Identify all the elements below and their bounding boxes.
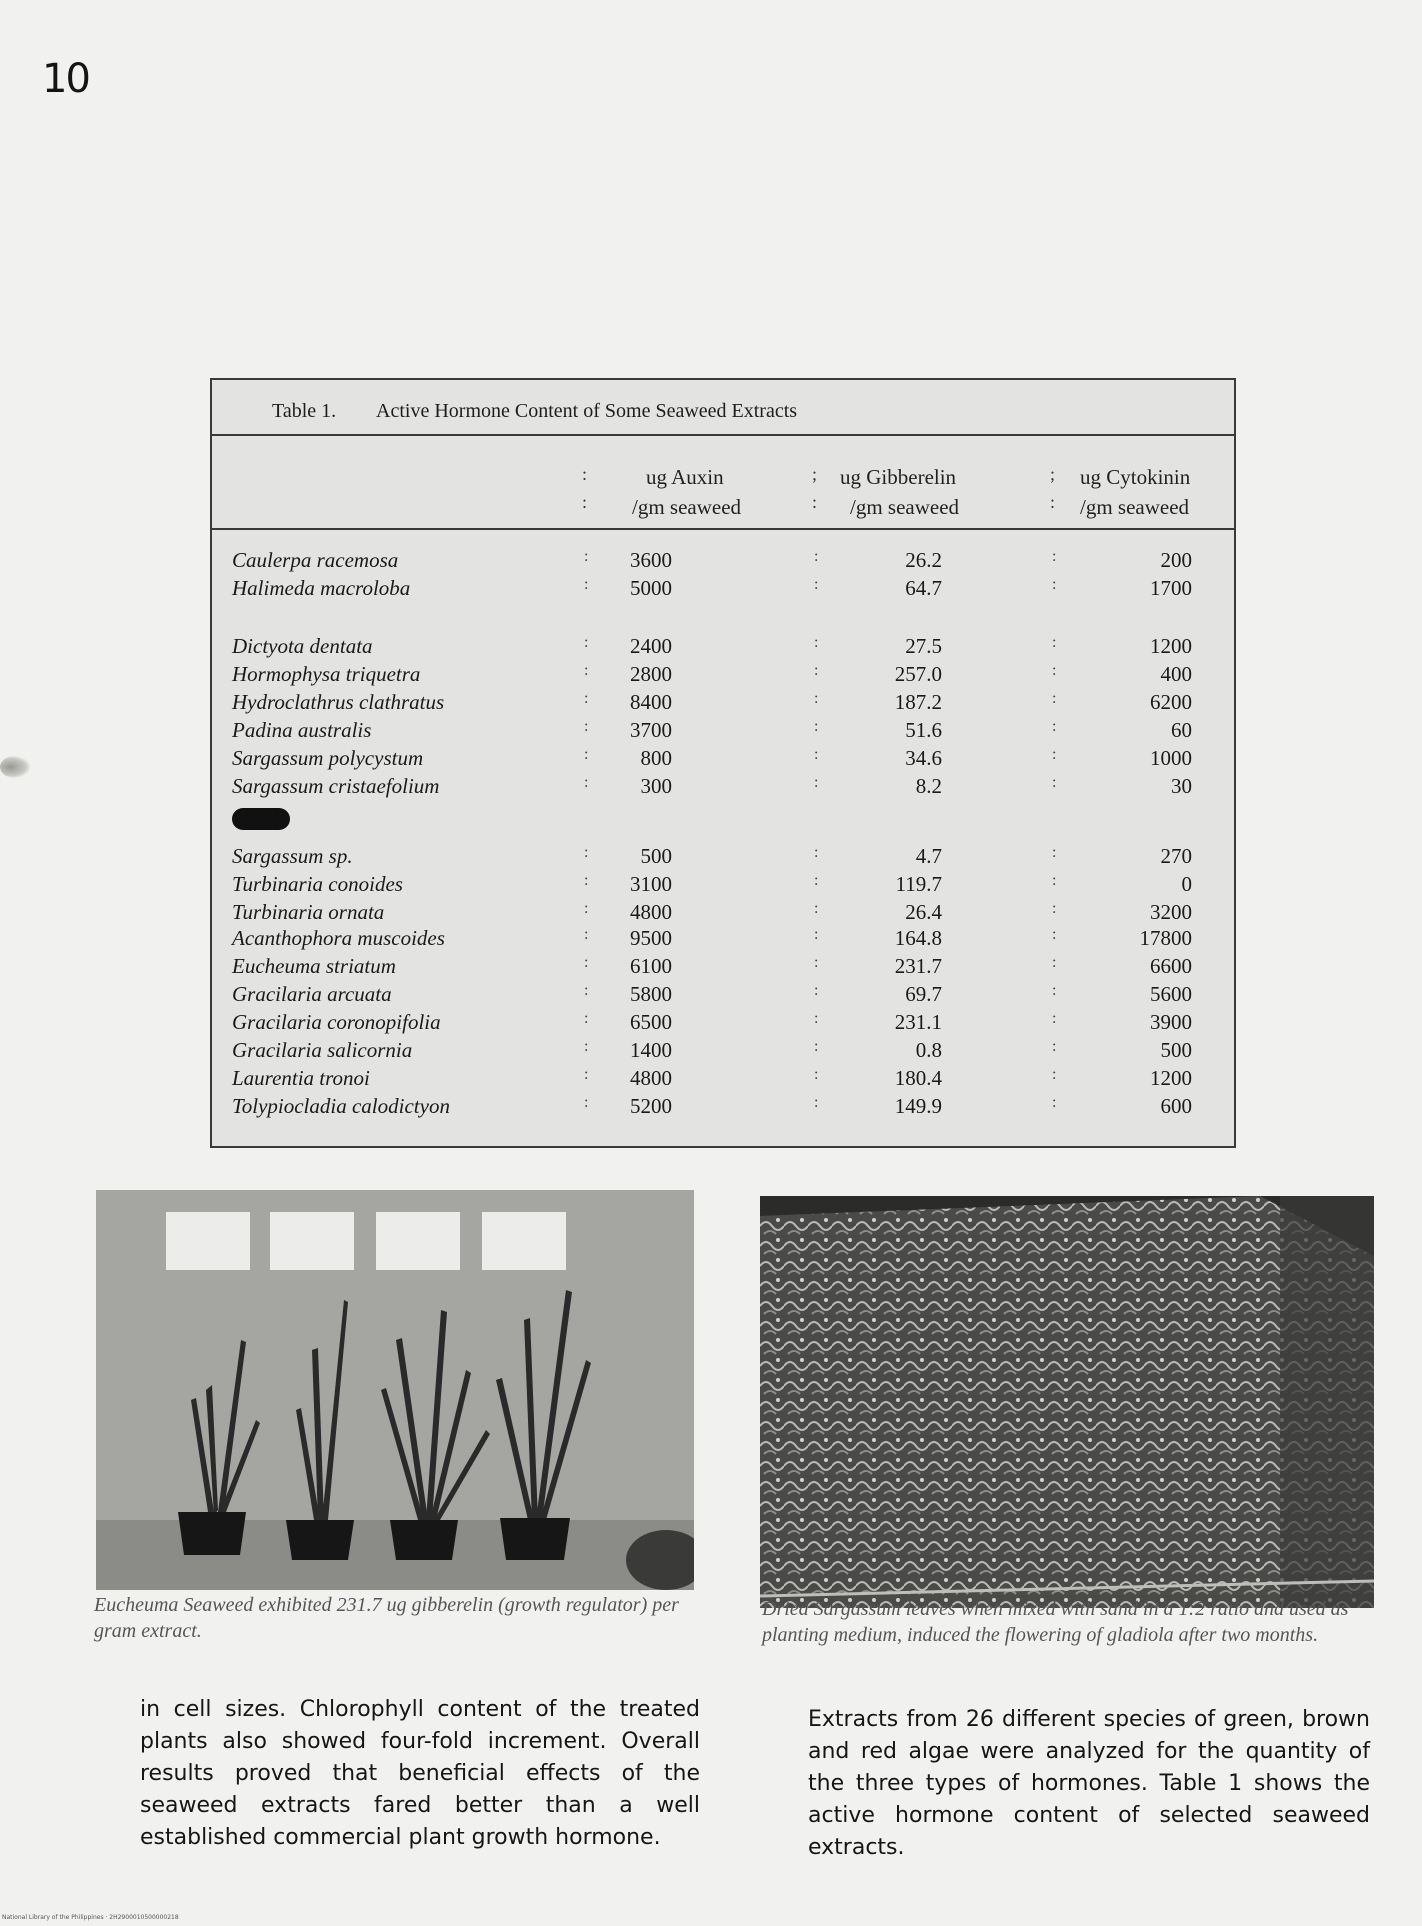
column-separator: : xyxy=(1052,926,1057,943)
table-rule-header xyxy=(212,528,1234,530)
column-separator: : xyxy=(814,1010,819,1027)
auxin-value: 5200 xyxy=(630,1094,672,1118)
head-colon: : xyxy=(812,492,818,512)
col-head-gibberelin-line1: ug Gibberelin xyxy=(840,465,957,489)
column-separator: : xyxy=(814,662,819,679)
column-separator: : xyxy=(584,1094,589,1111)
table-row xyxy=(212,900,1234,928)
column-separator: : xyxy=(814,900,819,917)
column-separator: : xyxy=(584,982,589,999)
species-name: Sargassum sp. xyxy=(232,844,353,868)
column-separator: : xyxy=(584,746,589,763)
cytokinin-value: 1200 xyxy=(1150,634,1192,658)
head-colon: : xyxy=(1050,492,1056,512)
margin-mark xyxy=(0,756,30,778)
cytokinin-value: 3900 xyxy=(1150,1010,1192,1034)
column-separator: : xyxy=(1052,1094,1057,1111)
column-separator: : xyxy=(1052,634,1057,651)
column-separator: : xyxy=(814,774,819,791)
table-rule-top xyxy=(212,434,1234,436)
column-separator: : xyxy=(1052,844,1057,861)
table-row xyxy=(212,982,1234,1010)
column-separator: : xyxy=(1052,718,1057,735)
species-name: Halimeda macroloba xyxy=(232,576,411,600)
auxin-value: 3700 xyxy=(630,718,672,742)
col-head-cytokinin-line1: ug Cytokinin xyxy=(1080,465,1191,489)
gibberelin-value: 0.8 xyxy=(915,1038,942,1062)
body-text-right: Extracts from 26 different species of green, brown and red algae were analyzed for the quantity of the three types of hormones. Table 1 shows the active hormone content of selected seaweed extracts. xyxy=(808,1707,1370,1860)
gibberelin-value: 64.7 xyxy=(905,576,942,600)
column-separator: : xyxy=(814,548,819,565)
auxin-value: 4800 xyxy=(630,900,672,924)
col-head-auxin-line2: /gm seaweed xyxy=(632,495,742,519)
cytokinin-value: 6200 xyxy=(1150,690,1192,714)
col-head-gibberelin xyxy=(840,462,959,522)
col-head-gibberelin-line2: /gm seaweed xyxy=(850,495,960,519)
table-row xyxy=(212,548,1234,576)
column-separator: : xyxy=(814,634,819,651)
species-name: Turbinaria conoides xyxy=(232,872,403,896)
gibberelin-value: 257.0 xyxy=(894,662,942,686)
table-row xyxy=(212,1038,1234,1066)
species-name: Sargassum polycystum xyxy=(232,746,424,770)
cytokinin-value: 200 xyxy=(1160,548,1192,572)
auxin-value: 5800 xyxy=(630,982,672,1006)
col-head-cytokinin-line2: /gm seaweed xyxy=(1080,495,1190,519)
cytokinin-value: 500 xyxy=(1160,1038,1192,1062)
auxin-value: 6500 xyxy=(630,1010,672,1034)
column-separator: : xyxy=(1052,746,1057,763)
cytokinin-value: 1200 xyxy=(1150,1066,1192,1090)
table-row xyxy=(212,926,1234,954)
gibberelin-value: 187.2 xyxy=(894,690,942,714)
column-separator: : xyxy=(1052,900,1057,917)
photo-dried-sargassum xyxy=(760,1196,1374,1608)
caption-left-photo: Eucheuma Seaweed exhibited 231.7 ug gibberelin (growth regulator) per gram extract. xyxy=(94,1594,679,1642)
table-row xyxy=(212,774,1234,802)
head-colon: : xyxy=(582,492,588,512)
cytokinin-value: 270 xyxy=(1160,844,1192,868)
cytokinin-value: 400 xyxy=(1160,662,1192,686)
column-separator: : xyxy=(1052,982,1057,999)
column-separator: : xyxy=(1052,662,1057,679)
table-row xyxy=(212,576,1234,604)
column-separator: : xyxy=(1052,774,1057,791)
auxin-value: 1400 xyxy=(630,1038,672,1062)
auxin-value: 6100 xyxy=(630,954,672,978)
gibberelin-value: 51.6 xyxy=(905,718,942,742)
cytokinin-value: 17800 xyxy=(1139,926,1192,950)
column-separator: : xyxy=(584,634,589,651)
cytokinin-value: 5600 xyxy=(1150,982,1192,1006)
species-name: Eucheuma striatum xyxy=(232,954,396,978)
caption-right-photo: Dried Sargassum leaves when mixed with sand in a 1:2 ratio and used as planting medium, induced the flowering of gladiola after two months. xyxy=(762,1598,1349,1646)
column-separator: : xyxy=(584,1038,589,1055)
table-caption xyxy=(272,400,797,423)
column-separator: : xyxy=(584,1066,589,1083)
species-name: Caulerpa racemosa xyxy=(232,548,399,572)
column-separator: : xyxy=(1052,1038,1057,1055)
species-name: Gracilaria arcuata xyxy=(232,982,392,1006)
head-colon: ; xyxy=(812,464,818,484)
table-row xyxy=(212,718,1234,746)
auxin-value: 3600 xyxy=(630,548,672,572)
body-text-left: in cell sizes. Chlorophyll content of the treated plants also showed four-fold increment. Overall results proved that beneficial effects of the seaweed extracts fared better than a well established commercial plant growth hormone. xyxy=(140,1697,700,1850)
cytokinin-value: 60 xyxy=(1171,718,1192,742)
column-separator: : xyxy=(584,900,589,917)
cytokinin-value: 3200 xyxy=(1150,900,1192,924)
table-row xyxy=(212,746,1234,774)
column-separator: : xyxy=(814,872,819,889)
column-separator: : xyxy=(814,576,819,593)
redaction-mark xyxy=(232,808,290,830)
gibberelin-value: 4.7 xyxy=(915,844,942,868)
column-separator: : xyxy=(584,954,589,971)
column-separator: : xyxy=(814,926,819,943)
table-row xyxy=(212,690,1234,718)
column-separator: : xyxy=(584,1010,589,1027)
table-label: Table 1. xyxy=(272,400,337,422)
cytokinin-value: 600 xyxy=(1160,1094,1192,1118)
sargassum-illustration xyxy=(760,1196,1374,1608)
footer-stamp: National Library of the Philippines · 2H2900010500000218 xyxy=(2,1914,179,1921)
auxin-value: 2400 xyxy=(630,634,672,658)
auxin-value: 300 xyxy=(640,774,672,798)
column-separator: : xyxy=(814,954,819,971)
column-separator: : xyxy=(814,982,819,999)
gibberelin-value: 8.2 xyxy=(915,774,942,798)
auxin-value: 3100 xyxy=(630,872,672,896)
gibberelin-value: 231.7 xyxy=(894,954,942,978)
column-separator: : xyxy=(584,872,589,889)
auxin-value: 8400 xyxy=(630,690,672,714)
table-title: Active Hormone Content of Some Seaweed Extracts xyxy=(376,400,798,422)
cytokinin-value: 1000 xyxy=(1150,746,1192,770)
gibberelin-value: 69.7 xyxy=(905,982,942,1006)
gibberelin-value: 164.8 xyxy=(894,926,942,950)
column-separator: : xyxy=(814,844,819,861)
gibberelin-value: 119.7 xyxy=(895,872,942,896)
table-row xyxy=(212,662,1234,690)
cytokinin-value: 30 xyxy=(1171,774,1192,798)
column-separator: : xyxy=(1052,872,1057,889)
species-name: Turbinaria ornata xyxy=(232,900,385,924)
species-name: Gracilaria salicornia xyxy=(232,1038,413,1062)
column-separator: : xyxy=(1052,690,1057,707)
species-name: Acanthophora muscoides xyxy=(232,926,445,950)
column-separator: : xyxy=(584,548,589,565)
column-separator: : xyxy=(1052,1010,1057,1027)
table-row xyxy=(212,1010,1234,1038)
species-name: Hydroclathrus clathratus xyxy=(232,690,445,714)
auxin-value: 9500 xyxy=(630,926,672,950)
table-row xyxy=(212,1066,1234,1094)
col-head-auxin-line1: ug Auxin xyxy=(646,465,724,489)
column-separator: : xyxy=(584,926,589,943)
gibberelin-value: 149.9 xyxy=(894,1094,942,1118)
column-separator: : xyxy=(584,690,589,707)
column-separator: : xyxy=(1052,576,1057,593)
species-name: Sargassum cristaefolium xyxy=(232,774,440,798)
hormone-table xyxy=(210,378,1236,1148)
species-name: Dictyota dentata xyxy=(232,634,373,658)
gibberelin-value: 231.1 xyxy=(894,1010,942,1034)
gibberelin-value: 26.4 xyxy=(905,900,942,924)
gibberelin-value: 26.2 xyxy=(905,548,942,572)
cytokinin-value: 6600 xyxy=(1150,954,1192,978)
gibberelin-value: 180.4 xyxy=(894,1066,942,1090)
column-separator: : xyxy=(584,576,589,593)
species-name: Gracilaria coronopifolia xyxy=(232,1010,441,1034)
species-name: Laurentia tronoi xyxy=(232,1066,370,1090)
gibberelin-value: 27.5 xyxy=(905,634,942,658)
column-separator: : xyxy=(814,718,819,735)
cytokinin-value: 0 xyxy=(1181,872,1192,896)
column-separator: : xyxy=(1052,548,1057,565)
table-row xyxy=(212,1094,1234,1122)
page-number: 10 xyxy=(42,56,89,102)
species-name: Padina australis xyxy=(232,718,372,742)
auxin-value: 500 xyxy=(640,844,672,868)
head-colon: ; xyxy=(1050,464,1056,484)
column-separator: : xyxy=(814,1066,819,1083)
col-head-cytokinin xyxy=(1080,462,1190,522)
species-name: Tolypiocladia calodictyon xyxy=(232,1094,450,1118)
table-row xyxy=(212,844,1234,872)
column-separator: : xyxy=(814,746,819,763)
species-name: Hormophysa triquetra xyxy=(232,662,421,686)
col-head-auxin xyxy=(632,462,741,522)
auxin-value: 2800 xyxy=(630,662,672,686)
column-separator: : xyxy=(584,718,589,735)
plants-illustration xyxy=(96,1190,694,1590)
column-separator: : xyxy=(814,690,819,707)
column-separator: : xyxy=(814,1094,819,1111)
gibberelin-value: 34.6 xyxy=(905,746,942,770)
auxin-value: 5000 xyxy=(630,576,672,600)
head-colon: : xyxy=(582,464,588,484)
column-separator: : xyxy=(1052,1066,1057,1083)
column-separator: : xyxy=(814,1038,819,1055)
column-separator: : xyxy=(584,844,589,861)
auxin-value: 4800 xyxy=(630,1066,672,1090)
column-separator: : xyxy=(1052,954,1057,971)
table-row xyxy=(212,634,1234,662)
table-row xyxy=(212,872,1234,900)
photo-eucheuma-plants xyxy=(96,1190,694,1590)
cytokinin-value: 1700 xyxy=(1150,576,1192,600)
column-separator: : xyxy=(584,774,589,791)
column-separator: : xyxy=(584,662,589,679)
auxin-value: 800 xyxy=(640,746,672,770)
table-row xyxy=(212,954,1234,982)
